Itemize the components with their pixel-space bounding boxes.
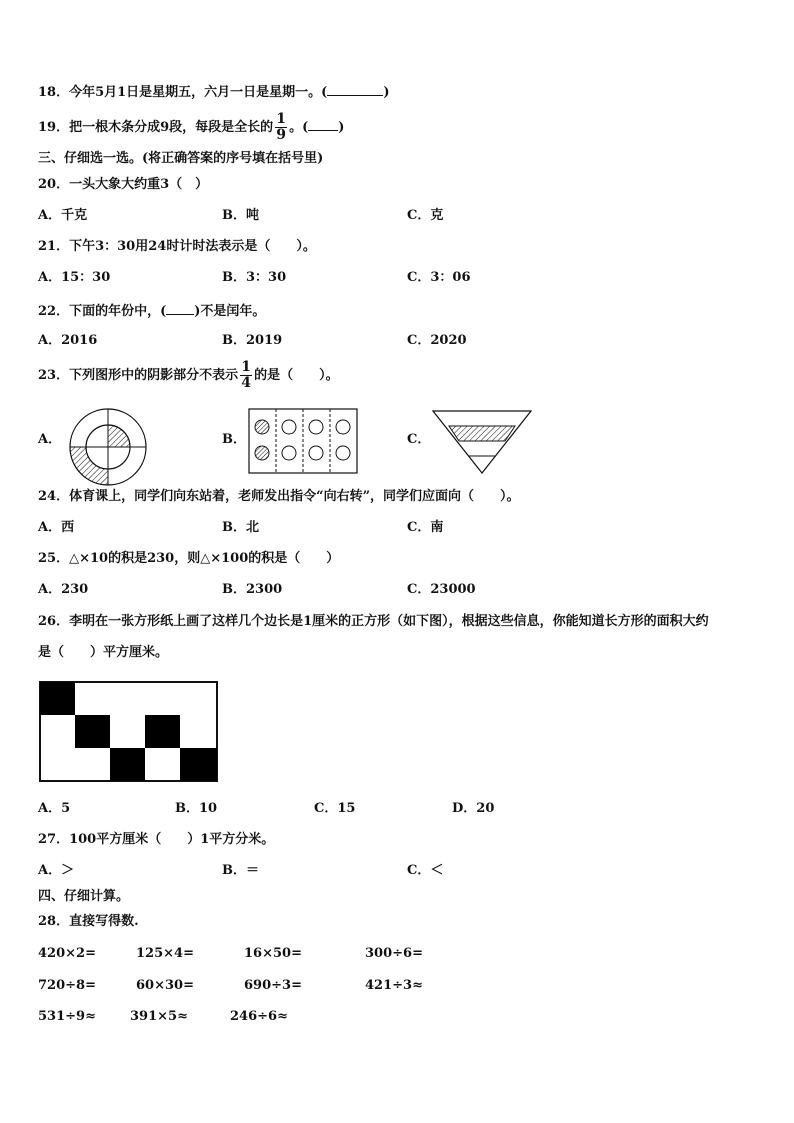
- calc-item: 246÷6≈: [230, 1009, 288, 1024]
- option-c[interactable]: C．15: [314, 801, 356, 816]
- question-22: 22．下面的年份中，( )不是闰年。: [38, 304, 266, 319]
- squares-rectangle-figure: [39, 681, 218, 782]
- option-a[interactable]: A．5: [38, 801, 71, 816]
- question-20: 20．一头大象大约重3（ ）: [38, 177, 209, 192]
- calc-item: 391×5≈: [130, 1009, 188, 1024]
- calc-item: 531÷9≈: [38, 1009, 96, 1024]
- option-b[interactable]: B．2300: [222, 582, 283, 597]
- fraction-one-ninth: $\frac{1}{9}$: [276, 111, 287, 143]
- triangle-figure: [432, 410, 532, 474]
- section-3-heading: 三、仔细选一选。(将正确答案的序号填在括号里): [38, 151, 324, 166]
- option-c[interactable]: C．: [407, 432, 431, 447]
- option-b[interactable]: B．吨: [222, 208, 259, 223]
- section-4-heading: 四、仔细计算。: [38, 889, 130, 904]
- option-c[interactable]: C．23000: [407, 582, 476, 597]
- option-a[interactable]: A．15：30: [38, 270, 111, 285]
- option-c[interactable]: C．2020: [407, 333, 467, 348]
- question-26-line-1: 26．李明在一张方形纸上画了这样几个边长是1厘米的正方形（如下图），根据这些信息，你能知道长方形的面积大约: [38, 614, 709, 629]
- option-a[interactable]: A．西: [38, 520, 75, 535]
- answer-blank[interactable]: [308, 118, 338, 131]
- option-d[interactable]: D．20: [452, 801, 495, 816]
- option-b[interactable]: B．北: [222, 520, 259, 535]
- fraction-one-quarter: $\frac{1}{4}$: [241, 359, 251, 391]
- question-25: 25．△×10的积是230，则△×100的积是（ ）: [38, 551, 340, 566]
- option-b[interactable]: B．: [222, 432, 246, 447]
- question-19: 19．把一根木条分成9段，每段是全长的 $\frac{1}{9}$ 。( ): [38, 111, 345, 143]
- option-c[interactable]: C．克: [407, 208, 444, 223]
- option-b[interactable]: B．10: [175, 801, 218, 816]
- answer-blank[interactable]: [166, 302, 194, 315]
- calc-item: 300÷6=: [365, 946, 423, 961]
- option-c[interactable]: C．3：06: [407, 270, 471, 285]
- option-b[interactable]: B．2019: [222, 333, 283, 348]
- ring-circle-figure: [64, 407, 152, 487]
- option-c[interactable]: C．＜: [407, 863, 444, 878]
- option-a[interactable]: A．: [38, 432, 62, 447]
- question-24: 24．体育课上，同学们向东站着，老师发出指令“向右转”，同学们应面向（ ）。: [38, 489, 520, 504]
- option-a[interactable]: A．2016: [38, 333, 98, 348]
- calc-item: 421÷3≈: [365, 978, 423, 993]
- question-19-text: 19．把一根木条分成9段，每段是全长的: [38, 120, 274, 135]
- circles-grid-figure: [248, 408, 358, 474]
- question-26-line-2: 是（ ）平方厘米。: [38, 645, 169, 660]
- question-21: 21．下午3：30用24时计时法表示是（ ）。: [38, 239, 316, 254]
- answer-blank[interactable]: [327, 83, 383, 96]
- calc-item: 720÷8=: [38, 978, 96, 993]
- calc-item: 16×50=: [244, 946, 302, 961]
- option-a[interactable]: A．千克: [38, 208, 88, 223]
- calc-item: 420×2=: [38, 946, 96, 961]
- calc-item: 60×30=: [136, 978, 194, 993]
- question-18: 18．今年5月1日是星期五，六月一日是星期一。( ): [38, 85, 390, 100]
- option-c[interactable]: C．南: [407, 520, 444, 535]
- question-23: 23．下列图形中的阴影部分不表示 $\frac{1}{4}$ 的是（ ）。: [38, 359, 339, 391]
- question-28: 28．直接写得数.: [38, 914, 139, 929]
- option-b[interactable]: B．＝: [222, 863, 259, 878]
- calc-item: 125×4=: [136, 946, 194, 961]
- option-a[interactable]: A．＞: [38, 863, 75, 878]
- option-a[interactable]: A．230: [38, 582, 89, 597]
- option-b[interactable]: B．3：30: [222, 270, 287, 285]
- question-18-text: 18．今年5月1日是星期五，六月一日是星期一。(: [38, 85, 328, 100]
- calc-item: 690÷3=: [244, 978, 302, 993]
- question-27: 27．100平方厘米（ ）1平方分米。: [38, 832, 275, 847]
